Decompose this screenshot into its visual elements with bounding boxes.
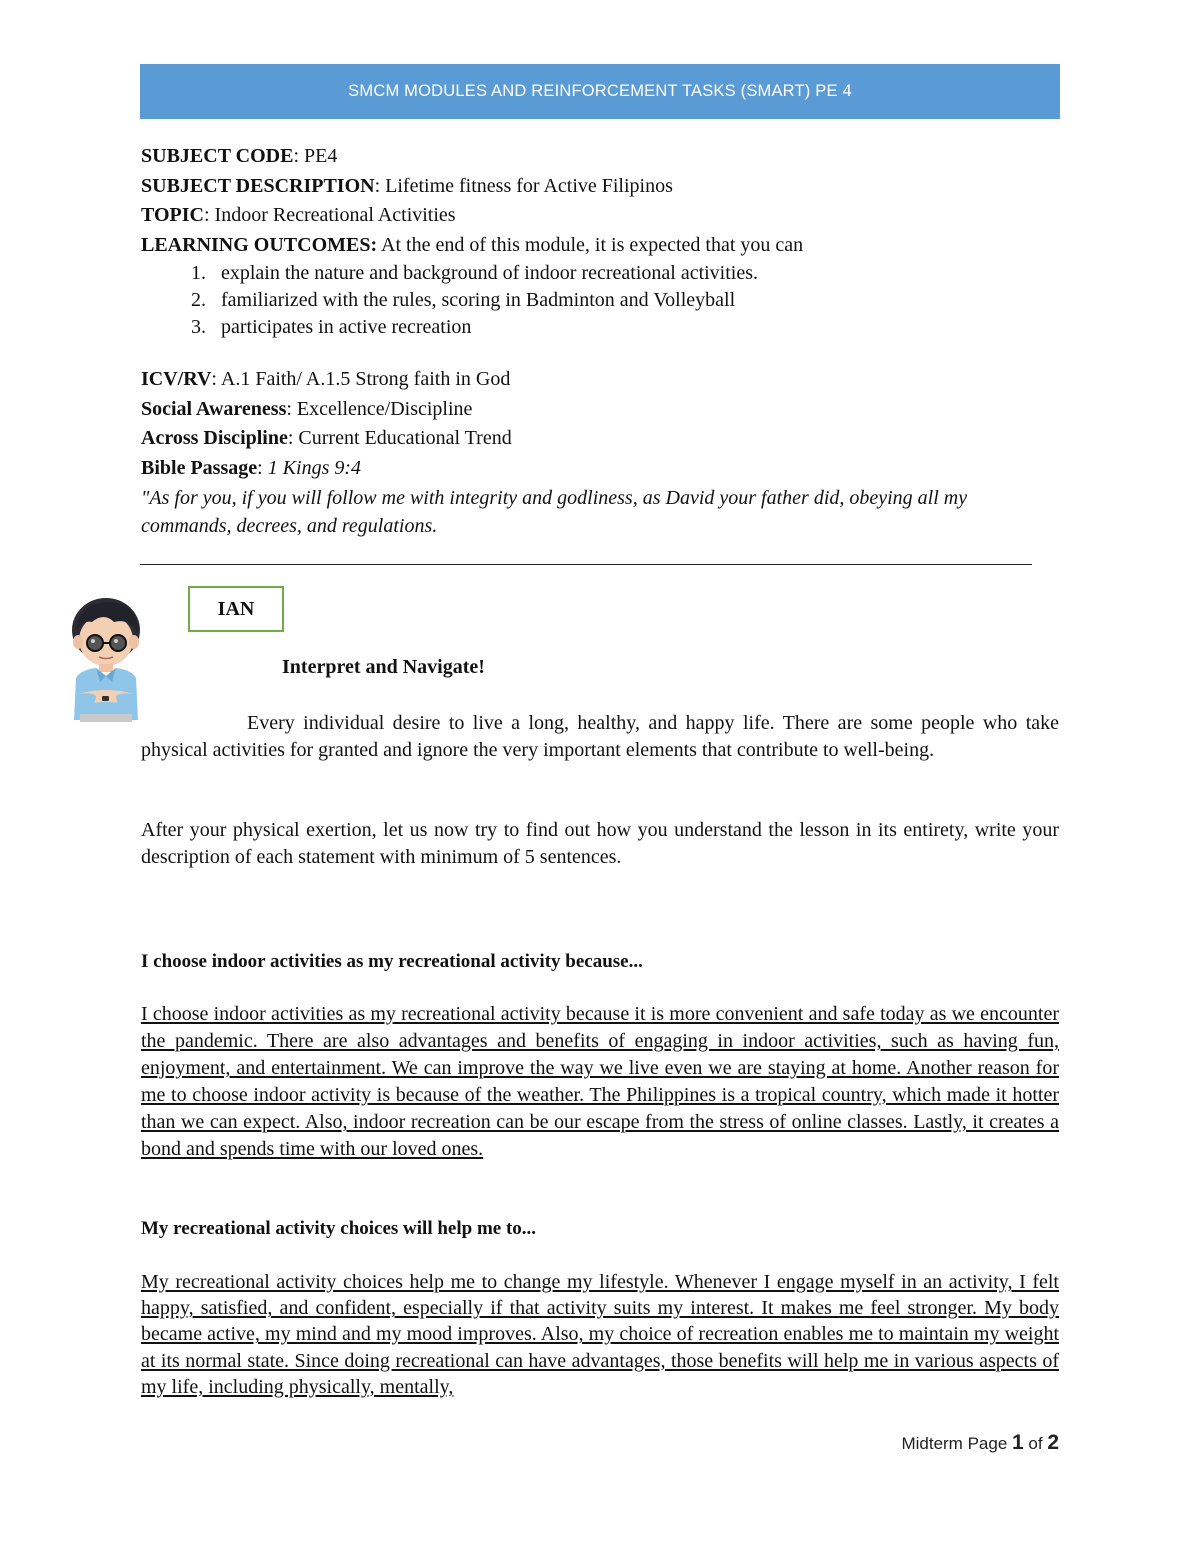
subject-description-line [141, 172, 1061, 202]
student-avatar-illustration [66, 596, 150, 724]
subject-code-value: : PE4 [293, 145, 338, 167]
footer-prefix: Midterm Page [901, 1434, 1012, 1453]
footer-of: of [1023, 1434, 1048, 1453]
module-header-band [140, 64, 1060, 119]
footer-page-total: 2 [1047, 1431, 1059, 1454]
learning-outcome-item: 2. familiarized with the rules, scoring in Badminton and Volleyball [211, 287, 1061, 314]
subject-description-value: : Lifetime fitness for Active Filipinos [374, 174, 673, 197]
question-1-answer: I choose indoor activities as my recreational activity because it is more convenient and safe today as we encounter the pandemic. There are also advantages and benefits of engaging in indoor activities, such as having fun, enjoyment, and entertainment. We can improve the way we live even we are staying at home. Another reason for me to choose indoor activity is because of the weather. The Philippines is a tropical country, which made it hotter than we can expect. Also, indoor recreation can be our escape from the stress of online classes. Lastly, it creates a bond and spends time with our loved ones. [141, 1003, 1059, 1160]
question-1-prompt: I choose indoor activities as my recreational activity because... [141, 951, 643, 972]
question-2-answer: My recreational activity choices help me to change my lifestyle. Whenever I engage myself in an activity, I felt happy, satisfied, and confident, especially if that activity suits my interest. It makes me feel stronger. My body became active, my mind and my mood improves. Also, my choice of recreation enables me to maintain my weight at its normal state. Since doing recreational can have advantages, those benefits will help me in various aspects of my life, including physically, mentally, [141, 1271, 1059, 1398]
ian-paragraph-1: Every individual desire to live a long, healthy, and happy life. There are some people who take physical activities for granted and ignore the very important elements that contribute to well-being. [141, 712, 1059, 761]
icv-line [141, 365, 1061, 395]
learning-outcome-item: 3. participates in active recreation [211, 314, 1061, 341]
question-2-prompt: My recreational activity choices will help me to... [141, 1218, 537, 1239]
social-awareness-line [141, 395, 1061, 425]
social-awareness-label: Social Awareness [141, 397, 287, 420]
icv-value: : A.1 Faith/ A.1.5 Strong faith in God [211, 368, 511, 390]
subject-code-line [141, 142, 1061, 172]
bible-passage-reference: 1 Kings 9:4 [267, 456, 362, 479]
bible-passage-line [141, 454, 1061, 484]
bible-quote: "As for you, if you will follow me with integrity and godliness, as David your father did, obeying all my commands, decrees, and regulations. [141, 487, 968, 537]
learning-outcomes-list [141, 260, 1061, 341]
icv-label: ICV/RV [141, 368, 212, 390]
learning-outcomes-intro: At the end of this module, it is expected that you can [377, 233, 804, 256]
page-footer [901, 1431, 1059, 1455]
across-discipline-line [141, 424, 1061, 454]
learning-outcomes-label: LEARNING OUTCOMES: [141, 233, 378, 256]
ian-paragraph-2: After your physical exertion, let us now try to find out how you understand the lesson in its entirety, write your description of each statement with minimum of 5 sentences. [141, 819, 1059, 868]
learning-outcome-item: 1. explain the nature and background of indoor recreational activities. [211, 260, 1061, 287]
module-header-title: SMCM MODULES AND REINFORCEMENT TASKS (SMART) PE 4 [348, 82, 852, 100]
bible-passage-colon: : [257, 456, 268, 479]
topic-label: TOPIC [141, 204, 204, 226]
subject-code-label: SUBJECT CODE [141, 145, 294, 167]
module-metadata [141, 142, 1061, 540]
bible-passage-label: Bible Passage [141, 456, 258, 479]
topic-line [141, 201, 1061, 231]
ian-subtitle: Interpret and Navigate! [282, 656, 485, 678]
subject-description-label: SUBJECT DESCRIPTION [141, 174, 375, 197]
ian-label: IAN [217, 597, 255, 620]
learning-outcomes-line [141, 231, 1061, 261]
topic-value: : Indoor Recreational Activities [203, 204, 456, 226]
ian-label-box [188, 586, 284, 632]
across-discipline-label: Across Discipline [141, 427, 288, 449]
footer-page-number: 1 [1012, 1431, 1024, 1454]
section-divider [140, 564, 1032, 565]
across-discipline-value: : Current Educational Trend [287, 427, 512, 449]
social-awareness-value: : Excellence/Discipline [286, 397, 473, 420]
